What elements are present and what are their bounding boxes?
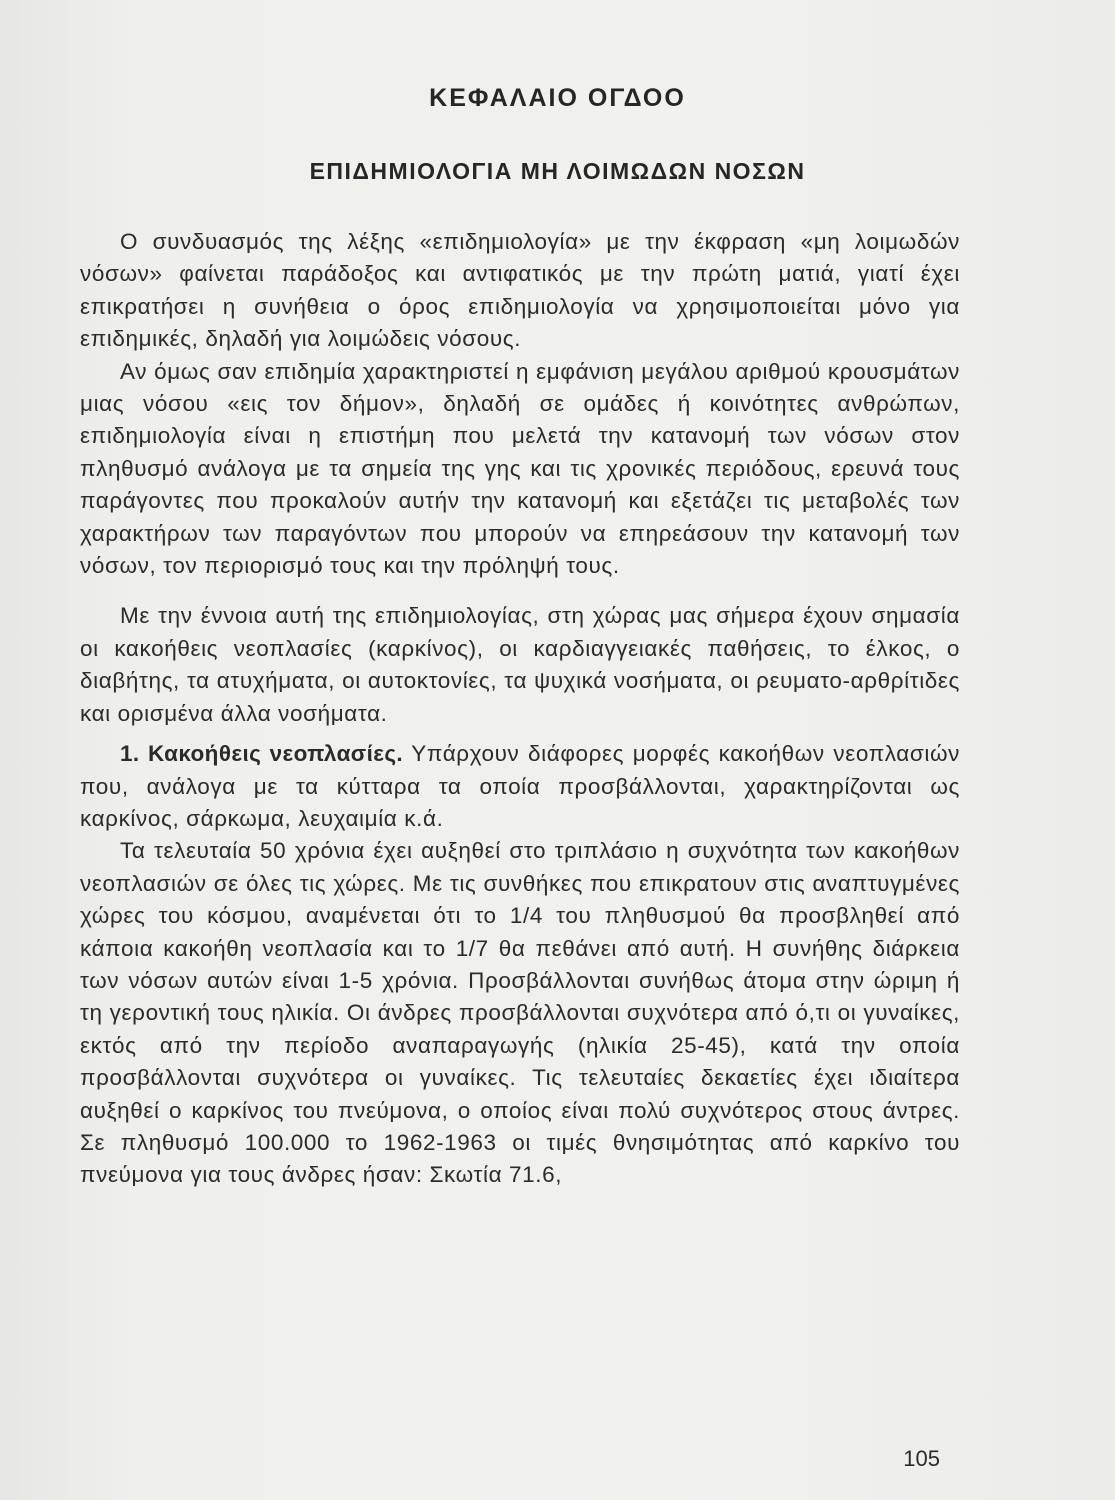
- paragraph-intro: Ο συνδυασμός της λέξης «επιδημιολογία» με την έκφραση «μη λοιμωδών νόσων» φαίνεται παράδοξος και αντιφατικός με την πρώτη ματιά, γιατί έχει επικρατήσει η συνήθεια ο όρος επιδημιολογία να χρησιμοποιείται μόνο για επιδημικές, δηλαδή για λοιμώδεις νόσους.: [80, 229, 960, 352]
- section-1-heading: 1. Κακοήθεις νεοπλασίες.: [120, 741, 404, 767]
- section-1-text: Υπάρχουν διάφορες μορφές κακοήθων νεοπλασιών που, ανάλογα με τα κύτταρα τα οποία προσβάλλονται, χαρακτηρίζονται ως καρκίνος, σάρκωμα, λευχαιμία κ.ά.: [80, 741, 960, 831]
- paragraph-statistics: Τα τελευταία 50 χρόνια έχει αυξηθεί στο τριπλάσιο η συχνότητα των κακοήθων νεοπλασιών σε όλες τις χώρες. Με τις συνθήκες που επικρατουν στις αναπτυγμένες χώρες του κόσμου, αναμένεται ότι το 1/4 του πληθυσμού θα προσβληθεί από κάποια κακοήθη νεοπλασία και το 1/7 θα πεθάνει από αυτή. Η συνήθης διάρκεια των νόσων αυτών είναι 1-5 χρόνια. Προσβάλλονται συνήθως άτομα στην ώριμη ή τη γεροντική τους ηλικία. Οι άνδρες προσβάλλονται συχνότερα από ό,τι οι γυναίκες, εκτός από την περίοδο αναπαραγωγής (ηλικία 25-45), κατά την οποία προσβάλλονται συχνότερα οι γυναίκες. Τις τελευταίες δεκαετίες έχει ιδιαίτερα αυξηθεί ο καρκίνος του πνεύμονα, ο οποίος είναι πολύ συχνότερος στους άντρες. Σε πληθυσμό 100.000 το 1962-1963 οι τιμές θνησιμότητας από καρκίνο του πνεύμονα για τους άνδρες ήσαν: Σκωτία 71.6,: [80, 838, 960, 1188]
- chapter-title: ΚΕΦΑΛΑΙΟ ΟΓΔΟΟ: [429, 84, 686, 112]
- body-text: [80, 226, 960, 1192]
- paragraph-diseases-list: Με την έννοια αυτή της επιδημιολογίας, στη χώρας μας σήμερα έχουν σημασία οι κακοήθεις νεοπλασίες (καρκίνος), οι καρδιαγγειακές παθήσεις, το έλκος, ο διαβήτης, τα ατυχήματα, οι αυτοκτονίες, τα ψυχικά νοσήματα, οι ρευματο-αρθρίτιδες και ορισμένα άλλα νοσήματα.: [80, 603, 960, 726]
- section-title: ΕΠΙΔΗΜΙΟΛΟΓΙΑ ΜΗ ΛΟΙΜΩΔΩΝ ΝΟΣΩΝ: [309, 158, 806, 184]
- page-number: 105: [903, 1446, 940, 1471]
- section-1-paragraph: [80, 738, 960, 835]
- paragraph-definition: Αν όμως σαν επιδημία χαρακτηριστεί η εμφάνιση μεγάλου αριθμού κρουσμάτων μιας νόσου «εις τον δήμον», δηλαδή σε ομάδες ή κοινότητες ανθρώπων, επιδημιολογία είναι η επιστήμη που μελετά την κατανομή των νόσων στον πληθυσμό ανάλογα με τα σημεία της γης και τις χρονικές περιόδους, ερευνά τους παράγοντες που προκαλούν αυτήν την κατανομή και εξετάζει τις μεταβολές των χαρακτήρων των παραγόντων που μπορούν να επηρεάσουν την κατανομή των νόσων, τον περιορισμό τους και την πρόληψή τους.: [80, 358, 960, 579]
